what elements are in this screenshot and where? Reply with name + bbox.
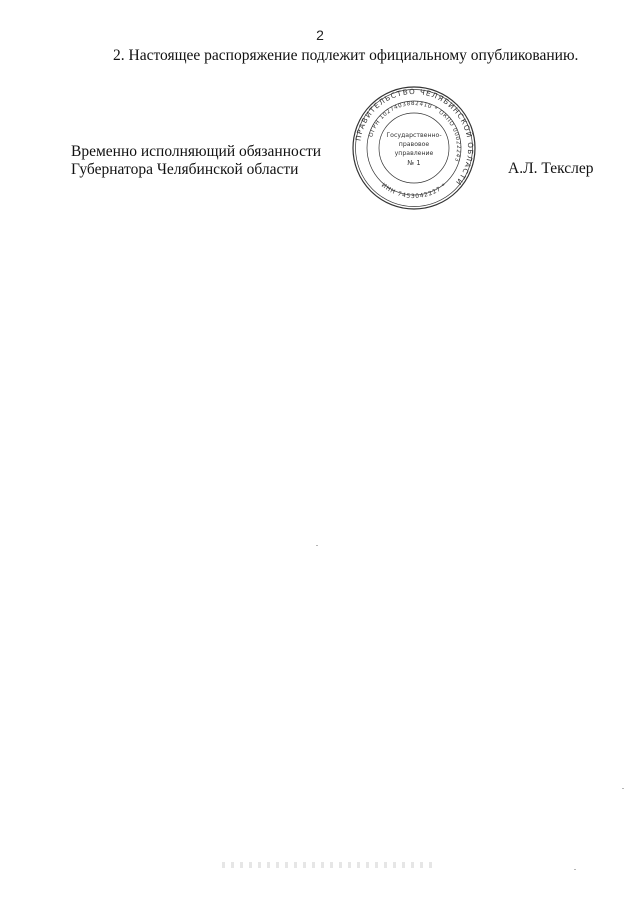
official-seal — [351, 85, 477, 211]
scan-noise-strip — [222, 862, 432, 868]
seal-inn-text-path: ИНН 7453042227 * — [379, 181, 449, 201]
seal-center-line-1: Государственно- — [386, 132, 442, 139]
seal-center-line-4: № 1 — [407, 159, 421, 167]
seal-center-line-3: управление — [394, 150, 434, 157]
scan-speck — [574, 869, 576, 870]
signer-title — [71, 143, 321, 179]
body-paragraph: 2. Настоящее распоряжение подлежит официальному опубликованию. — [113, 47, 579, 64]
signer-title-line-2: Губернатора Челябинской области — [71, 161, 299, 178]
seal-outer-text-path: ПРАВИТЕЛЬСТВО ЧЕЛЯБИНСКОЙ ОБЛАСТИ — [353, 86, 476, 188]
scan-speck — [622, 788, 624, 789]
signer-name: А.Л. Текслер — [508, 160, 594, 177]
seal-center-ring — [379, 113, 449, 183]
page-number: 2 — [316, 27, 324, 43]
scan-speck — [316, 545, 318, 546]
seal-inn-text — [380, 182, 448, 200]
signer-title-line-1: Временно исполняющий обязанности — [71, 143, 322, 160]
seal-ogrn-text-path: ОГРН 1027403882410 * ОКПО 00022243 — [368, 100, 462, 163]
seal-center-line-2: правовое — [398, 141, 430, 148]
